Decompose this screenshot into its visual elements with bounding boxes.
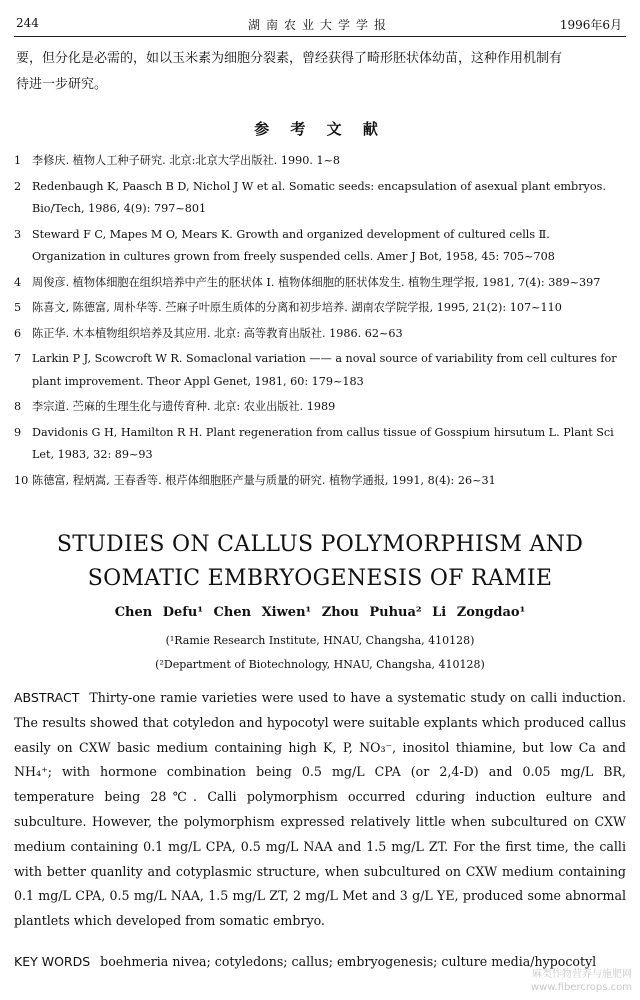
keywords-label: KEY WORDS [14,954,91,969]
reference-item [14,150,626,173]
reference-text: 陈德富, 程炳嵩, 王春香等. 根芹体细胞胚产量与质量的研究. 植物学通报, 1991, 8(4): 26~31 [32,473,496,487]
intro-line-2: 待进一步研究。 [16,77,108,92]
reference-list [14,150,626,495]
reference-item [14,297,626,320]
reference-text: Redenbaugh K, Paasch B D, Nichol J W et al. Somatic seeds: encapsulation of asexual plant embryos. Bio/Tech, 1986, 4(9): 797~801 [32,179,606,215]
paper-title-line-1: STUDIES ON CALLUS POLYMORPHISM AND [56,532,584,557]
page-header [0,14,640,38]
affiliation-2: (²Department of Biotechnology, HNAU, Changsha, 410128) [155,658,485,671]
reference-number: 8 [14,400,22,413]
watermark [531,968,632,994]
abstract-label: ABSTRACT [14,690,80,705]
page-number: 244 [16,16,39,30]
reference-item [14,272,626,295]
watermark-line-2: www.fibercrops.com [530,982,632,993]
reference-text: Steward F C, Mapes M O, Mears K. Growth and organized development of cultured cells Ⅱ. Organization in cultures grown from freely suspended cells. Amer J Bot, 1958, 45: 705~708 [32,227,555,263]
reference-number: 3 [14,227,22,241]
reference-item [14,470,626,493]
issue-date: 1996年6月 [559,18,622,32]
keywords [14,954,626,969]
reference-text: 周俊彦. 植物体细胞在组织培养中产生的胚状体 Ⅰ. 植物体细胞的胚状体发生. 植物生理学报, 1981, 7(4): 389~397 [32,275,601,289]
reference-number: 7 [14,352,22,365]
author-list: Chen Defu¹ Chen Xiwen¹ Zhou Puhua² Li Zongdao¹ [114,605,526,620]
reference-number: 4 [14,275,22,289]
paper-title-line-2: SOMATIC EMBRYOGENESIS OF RAMIE [87,566,553,591]
reference-text: 陈正华. 木本植物组织培养及其应用. 北京: 高等教育出版社. 1986. 62~63 [32,326,403,340]
reference-number: 1 [14,154,22,167]
reference-number: 5 [14,301,22,314]
reference-number: 10 [14,473,29,487]
reference-text: 李宗道. 苎麻的生理生化与遗传育种. 北京: 农业出版社. 1989 [32,400,336,413]
watermark-line-1: 麻类作物营养与施肥网 [532,969,632,980]
reference-text: 陈喜文, 陈德富, 周朴华等. 苎麻子叶原生质体的分离和初步培养. 湖南农学院学报, 1995, 21(2): 107~110 [32,301,562,314]
header-rule [14,36,626,37]
reference-number: 6 [14,326,22,340]
journal-title: 湖南农业大学学报 [247,18,392,32]
intro-line-1: 要，但分化是必需的，如以玉米素为细胞分裂素，曾经获得了畸形胚状体幼苗，这种作用机制有 [16,51,563,66]
affiliation-1: (¹Ramie Research Institute, HNAU, Changsha, 410128) [165,634,475,647]
reference-item [14,422,626,467]
abstract [14,686,626,934]
reference-text: Davidonis G H, Hamilton R H. Plant regeneration from callus tissue of Gosspium hirsutum L. Plant Sci Let, 1983, 32: 89~93 [32,425,614,461]
reference-item [14,176,626,221]
references-heading: 参 考 文 献 [254,120,386,138]
reference-number: 2 [14,179,22,193]
reference-number: 9 [14,425,22,439]
reference-text: 李修庆. 植物人工种子研究. 北京:北京大学出版社. 1990. 1~8 [32,154,341,167]
keywords-text: boehmeria nivea; cotyledons; callus; embryogenesis; culture media/hypocotyl [100,954,597,969]
abstract-text: Thirty-one ramie varieties were used to have a systematic study on calli induction. The results showed that cotyledon and hypocotyl were suitable explants which produced callus easily on CXW basic medium containing high K, P, NO₃⁻, inositol thiamine, but low Ca and NH₄⁺; with hormone combination being 0.5 mg/L CPA (or 2,4-D) and 0.05 mg/L BR, temperature being 28℃. Calli polymorphism occurred cduring induction eulture and subculture. However, the polymorphism expressed relatively little when subcultured on CXW medium containing 0.1 mg/L CPA, 0.5 mg/L NAA and 1.5 mg/L ZT. For the first time, the calli with better quanlity and cotyplasmic structure, when subcultured on CXW medium containing 0.1 mg/L CPA, 0.5 mg/L NAA, 1.5 mg/L ZT, 2 mg/L Met and 3 g/L YE, produced some abnormal plantlets which developed from somatic embryo. [14,690,626,929]
reference-item [14,224,626,269]
reference-item [14,323,626,346]
reference-text: Larkin P J, Scowcroft W R. Somaclonal variation —— a noval source of variability from cell cultures for plant improvement. Theor Appl Genet, 1981, 60: 179~183 [32,352,617,388]
reference-item [14,396,626,419]
reference-item [14,348,626,393]
